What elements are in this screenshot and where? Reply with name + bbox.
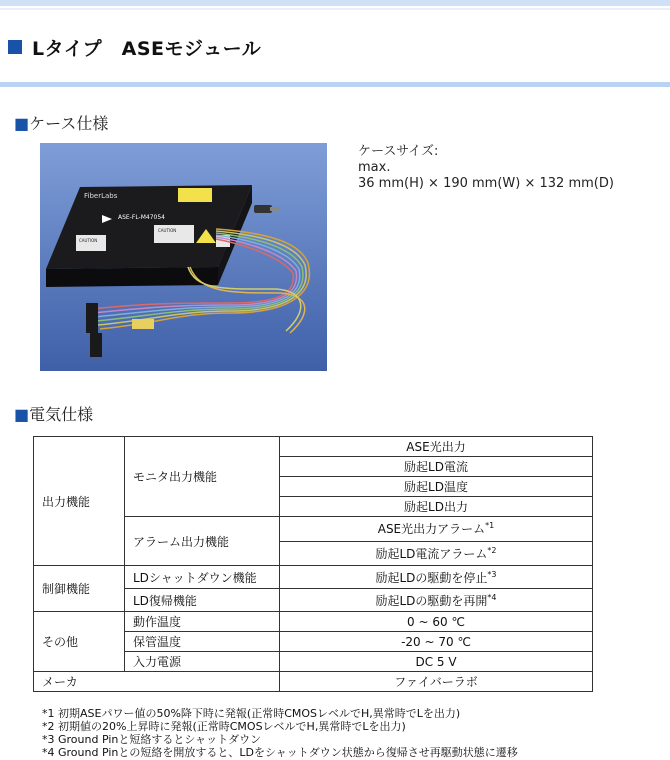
case-size-label: ケースサイズ: xyxy=(358,144,439,159)
alarm-label-cell: アラーム出力機能 xyxy=(125,517,280,566)
monitor-item-cell: 励起LD温度 xyxy=(280,477,593,497)
case-size-block xyxy=(358,144,614,192)
footnotes xyxy=(42,707,518,759)
footnote-ref: *3 xyxy=(487,569,497,579)
title-square-bullet xyxy=(8,40,22,54)
title-underline xyxy=(0,82,670,87)
case-size-value: 36 mm(H) × 190 mm(W) × 132 mm(D) xyxy=(358,176,614,191)
heading-bullet: ■ xyxy=(14,405,30,424)
op-temp-value-cell: 0 ~ 60 ℃ xyxy=(280,612,593,632)
footnote: *1 初期ASEパワー値の50%降下時に発報(正常時CMOSレベルでH,異常時でLを出力) xyxy=(42,707,461,720)
restore-value-cell: 励起LDの駆動を再開$^{*4}$ xyxy=(280,589,593,612)
top-accent-bar xyxy=(0,0,670,6)
table-row xyxy=(34,672,593,692)
photo-model-text: ASE-FL-M47054 xyxy=(118,214,165,221)
svg-text:CAUTION: CAUTION xyxy=(79,238,98,243)
monitor-item-cell: ASE光出力 xyxy=(280,437,593,457)
top-accent-line xyxy=(0,8,670,10)
maker-value-cell: ファイバーラボ xyxy=(280,672,593,692)
heading-bullet: ■ xyxy=(14,114,30,133)
storage-temp-label-cell: 保管温度 xyxy=(125,632,280,652)
storage-temp-value-cell: -20 ~ 70 ℃ xyxy=(280,632,593,652)
table-row xyxy=(34,437,593,457)
shutdown-value-cell: 励起LDの駆動を停止$^{*3}$ xyxy=(280,566,593,589)
case-spec-heading xyxy=(14,111,108,134)
footnote-ref: *4 xyxy=(487,592,497,602)
table-row xyxy=(34,566,593,589)
case-spec-heading-text: ケース仕様 xyxy=(29,114,109,133)
page-header xyxy=(0,20,670,76)
electrical-spec-heading xyxy=(14,402,93,425)
module-photo xyxy=(40,143,327,371)
restore-label-cell: LD復帰機能 xyxy=(125,589,280,612)
output-group-cell: 出力機能 xyxy=(34,437,125,566)
page-title: Lタイプ ASEモジュール xyxy=(32,38,262,60)
svg-text:CAUTION: CAUTION xyxy=(158,228,177,233)
footnote-ref: *1 xyxy=(485,521,495,531)
electrical-spec-heading-text: 電気仕様 xyxy=(29,405,94,424)
footnote: *3 Ground Pinと短絡するとシャットダウン xyxy=(42,733,262,746)
case-size-prefix: max. xyxy=(358,160,391,175)
power-label-cell: 入力電源 xyxy=(125,652,280,672)
alarm-item-cell: ASE光出力アラーム$^{*1}$ xyxy=(280,517,593,542)
power-value-cell: DC 5 V xyxy=(280,652,593,672)
other-group-cell: その他 xyxy=(34,612,125,672)
electrical-spec-table xyxy=(33,436,593,692)
footnote: *4 Ground Pinとの短絡を開放すると、LDをシャットダウン状態から復帰させ再駆動状態に遷移 xyxy=(42,746,518,759)
alarm-item-cell: 励起LD電流アラーム$^{*2}$ xyxy=(280,541,593,566)
footnote: *2 初期値の20%上昇時に発報(正常時CMOSレベルでH,異常時でLを出力) xyxy=(42,720,406,733)
control-group-cell: 制御機能 xyxy=(34,566,125,612)
shutdown-label-cell: LDシャットダウン機能 xyxy=(125,566,280,589)
maker-label-cell: メーカ xyxy=(34,672,280,692)
op-temp-label-cell: 動作温度 xyxy=(125,612,280,632)
footnote-ref: *2 xyxy=(487,545,497,555)
photo-brand-text: FiberLabs xyxy=(84,192,118,200)
monitor-label-cell: モニタ出力機能 xyxy=(125,437,280,517)
table-row xyxy=(34,612,593,632)
monitor-item-cell: 励起LD出力 xyxy=(280,497,593,517)
monitor-item-cell: 励起LD電流 xyxy=(280,457,593,477)
